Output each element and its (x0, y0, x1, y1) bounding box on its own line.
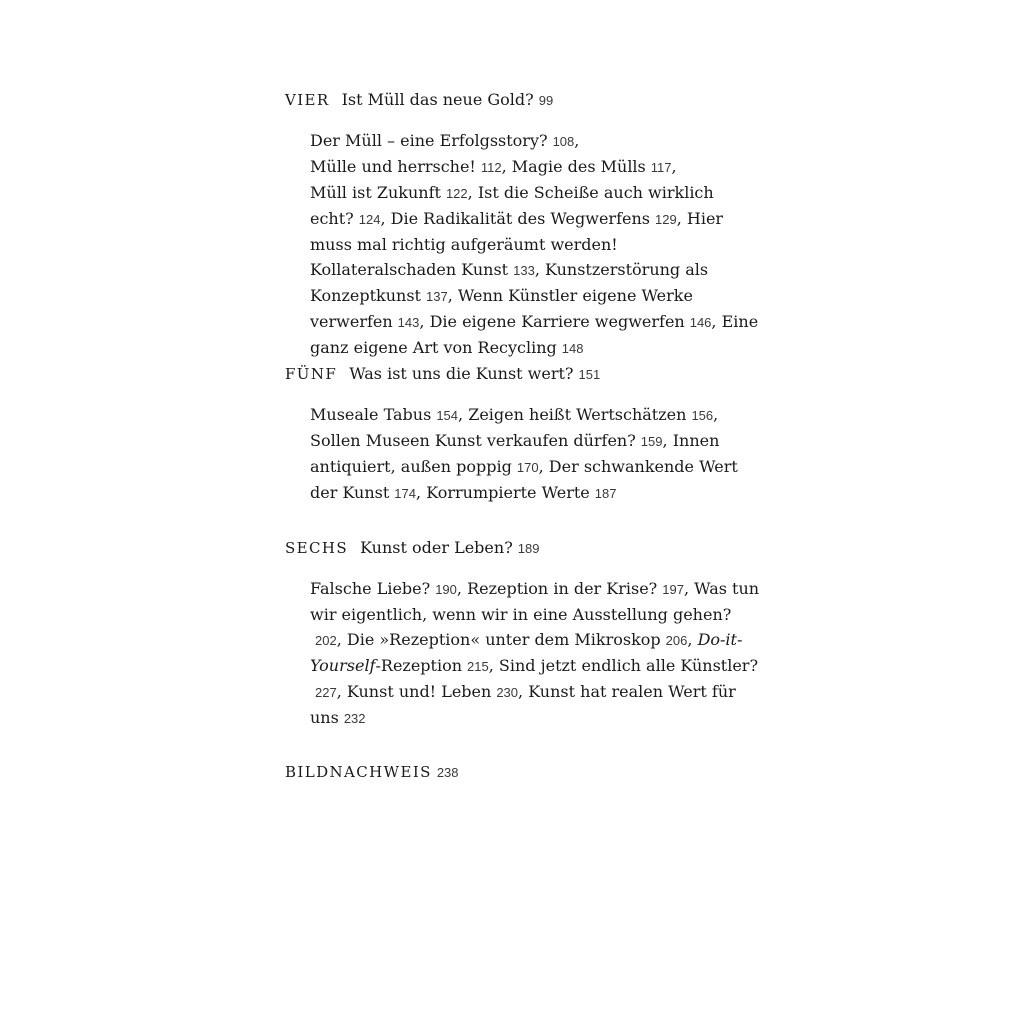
toc-entry[interactable]: Eine ganz eigene Art von Recycling 148 (310, 312, 759, 357)
toc-entry[interactable]: Die eigene Karriere wegwerfen 146, (429, 312, 717, 331)
toc-entry[interactable]: Falsche Liebe? 190, (310, 579, 462, 598)
chapter-heading (285, 538, 765, 559)
toc-entry[interactable]: Der schwankende Wert der Kunst 174, (310, 457, 738, 502)
toc-entry[interactable]: Sollen Museen Kunst verkaufen dürfen? 159, (310, 431, 668, 450)
chapter-label: VIER (285, 91, 330, 109)
toc-entry[interactable]: Kunst hat realen Wert für uns 232 (310, 682, 736, 727)
toc-entry[interactable]: Hier muss mal richtig aufgeräumt werden! Kollateralschaden Kunst 133, (310, 209, 724, 279)
toc-entry[interactable]: Rezeption in der Krise? 197, (467, 579, 690, 598)
bildnachweis-label: BILDNACHWEIS (285, 763, 432, 781)
toc-entry[interactable]: Kunstzerstörung als Konzeptkunst 137, (310, 260, 709, 305)
toc-entry[interactable]: Der Müll – eine Erfolgsstory? 108, (310, 131, 580, 150)
chapter-sechs (285, 538, 765, 731)
chapter-entries (310, 128, 760, 361)
toc-entry[interactable]: Kunst und! Leben 230, (346, 682, 524, 701)
chapter-label: SECHS (285, 539, 349, 557)
chapter-heading (285, 90, 765, 111)
chapter-heading (285, 364, 765, 385)
chapter-page: 99 (538, 93, 554, 108)
toc-entry[interactable]: Sind jetzt endlich alle Künstler?227, (315, 656, 759, 701)
chapter-label: FÜNF (285, 365, 338, 383)
toc-entry[interactable]: Korrumpierte Werte 187 (426, 483, 617, 502)
chapter-fuenf (285, 364, 765, 506)
chapter-title: Was ist uns die Kunst wert? (349, 364, 574, 383)
toc-entry[interactable]: Magie des Mülls 117, (511, 157, 677, 176)
toc-entry[interactable]: Was tun wir eigentlich, wenn wir in eine Ausstellung gehen?202, (310, 579, 760, 649)
bildnachweis-section (285, 762, 765, 783)
toc-entry[interactable]: Museale Tabus 154, (310, 405, 464, 424)
toc-entry[interactable]: Zeigen heißt Wertschätzen 156, (468, 405, 719, 424)
toc-entry[interactable]: Do-it-Yourself-Rezeption 215, (310, 630, 743, 675)
toc-entry[interactable]: Die »Rezeption« unter dem Mikroskop 206, (346, 630, 693, 649)
chapter-title: Ist Müll das neue Gold? (341, 90, 534, 109)
chapter-entries (310, 576, 760, 731)
toc-entry[interactable]: Mülle und herrsche! 112, (310, 157, 507, 176)
chapter-title: Kunst oder Leben? (360, 538, 513, 557)
toc-entry[interactable]: Wenn Künstler eigene Werke verwerfen 143, (310, 286, 693, 331)
chapter-page: 151 (578, 367, 601, 382)
toc-entry[interactable]: Ist die Scheiße auch wirklich echt? 124, (310, 183, 714, 228)
bildnachweis-page: 238 (436, 765, 459, 780)
chapter-page: 189 (517, 541, 540, 556)
bildnachweis-heading[interactable] (285, 762, 765, 783)
toc-entry[interactable]: Müll ist Zukunft 122, (310, 183, 473, 202)
toc-entry[interactable]: Die Radikalität des Wegwerfens 129, (390, 209, 682, 228)
chapter-vier (285, 90, 765, 361)
toc-entry[interactable]: Innen antiquiert, außen poppig 170, (310, 431, 720, 476)
chapter-entries (310, 402, 760, 506)
